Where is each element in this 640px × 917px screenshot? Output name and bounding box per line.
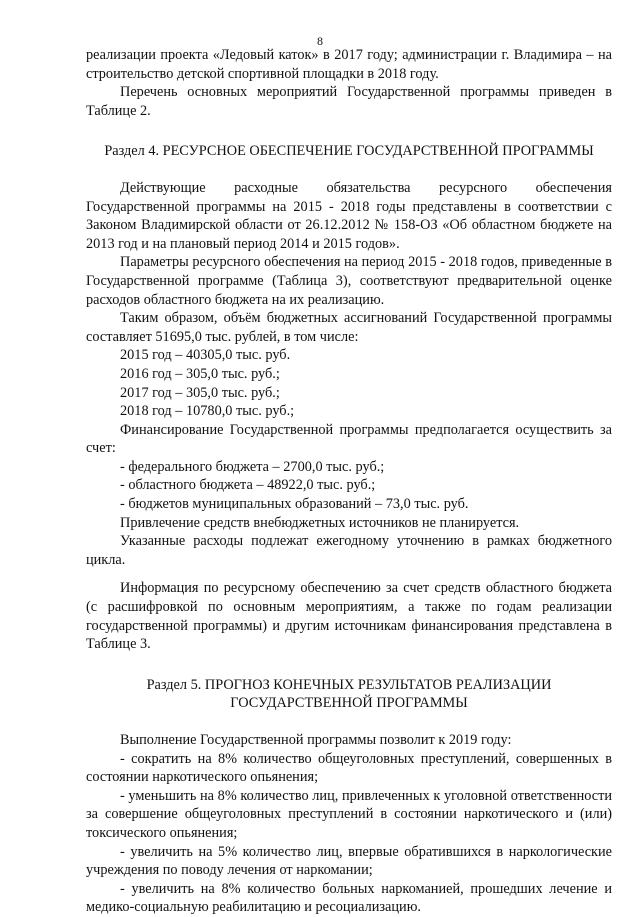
intro-paragraph-2: Перечень основных мероприятий Государственной программы приведен в Таблице 2. bbox=[86, 84, 612, 119]
result-item-3: - увеличить на 5% количество лиц, впервые обратившихся в наркологические учреждения по поводу лечения от наркомании; bbox=[86, 843, 612, 879]
page-number: 8 bbox=[317, 34, 323, 48]
section-4-paragraph-5: Привлечение средств внебюджетных источников не планируется. bbox=[120, 514, 520, 531]
section-4-heading: Раздел 4. РЕСУРСНОЕ ОБЕСПЕЧЕНИЕ ГОСУДАРСТВЕННОЙ ПРОГРАММЫ bbox=[104, 143, 594, 160]
funding-year-2018: 2018 год – 10780,0 тыс. руб.; bbox=[120, 403, 295, 420]
result-item-1: - сократить на 8% количество общеуголовных преступлений, совершенных в состоянии наркотического опьянения; bbox=[86, 750, 612, 786]
section-4-paragraph-1: Действующие расходные обязательства ресурсного обеспечения Государственной программы на 2015 - 2018 годы представлены в соответствии с Законом Владимирской области от 26.12.2012 № 158-ОЗ «Об областном бюджете на 2013 год и на плановый период 2014 и 2015 годов». bbox=[86, 179, 612, 252]
intro-paragraph-1: реализации проекта «Ледовый каток» в 2017 году; администрации г. Владимира – на строительство детской спортивной площадки в 2018 году. bbox=[86, 47, 612, 82]
result-item-2: - уменьшить на 8% количество лиц, привлеченных к уголовной ответственности за совершение общеуголовных преступлений в состоянии наркотического и (или) токсического опьянения; bbox=[86, 787, 612, 841]
funding-year-2017: 2017 год – 305,0 тыс. руб.; bbox=[120, 384, 280, 401]
funding-source-federal: - федерального бюджета – 2700,0 тыс. руб.; bbox=[120, 458, 385, 475]
section-4-paragraph-4: Финансирование Государственной программы предполагается осуществить за счет: bbox=[86, 421, 612, 457]
funding-source-municipal: - бюджетов муниципальных образований – 73,0 тыс. руб. bbox=[120, 496, 469, 513]
funding-sources-list bbox=[86, 458, 612, 514]
result-item-4: - увеличить на 8% количество больных наркоманией, прошедших лечение и медико-социальную реабилитацию и ресоциализацию. bbox=[86, 880, 612, 916]
section-5-heading-line-2: ГОСУДАРСТВЕННОЙ ПРОГРАММЫ bbox=[230, 695, 468, 712]
section-4-paragraph-6: Указанные расходы подлежат ежегодному уточнению в рамках бюджетного цикла. bbox=[86, 533, 612, 568]
page-content bbox=[86, 46, 612, 917]
section-4-paragraph-7: Информация по ресурсному обеспечению за счет средств областного бюджета (с расшифровкой по основным мероприятиям, а также по годам реализации государственной программы) и другим источникам финансирования представлена в Таблице 3. bbox=[86, 580, 612, 653]
funding-source-regional: - областного бюджета – 48922,0 тыс. руб.; bbox=[120, 477, 376, 494]
funding-year-2015: 2015 год – 40305,0 тыс. руб. bbox=[120, 347, 291, 364]
section-4-paragraph-2: Параметры ресурсного обеспечения на период 2015 - 2018 годов, приведенные в Государственной программе (Таблица 3), соответствуют предварительной оценке расходов областного бюджета на их реализацию. bbox=[86, 254, 612, 308]
section-5-paragraph-1: Выполнение Государственной программы позволит к 2019 году: bbox=[120, 732, 512, 748]
section-4-paragraph-3: Таким образом, объём бюджетных ассигнований Государственной программы составляет 51695,0 тыс. рублей, в том числе: bbox=[86, 310, 612, 345]
section-5-heading-line-1: Раздел 5. ПРОГНОЗ КОНЕЧНЫХ РЕЗУЛЬТАТОВ РЕАЛИЗАЦИИ bbox=[146, 676, 552, 693]
funding-by-year-list bbox=[86, 346, 612, 420]
funding-year-2016: 2016 год – 305,0 тыс. руб.; bbox=[120, 365, 280, 382]
